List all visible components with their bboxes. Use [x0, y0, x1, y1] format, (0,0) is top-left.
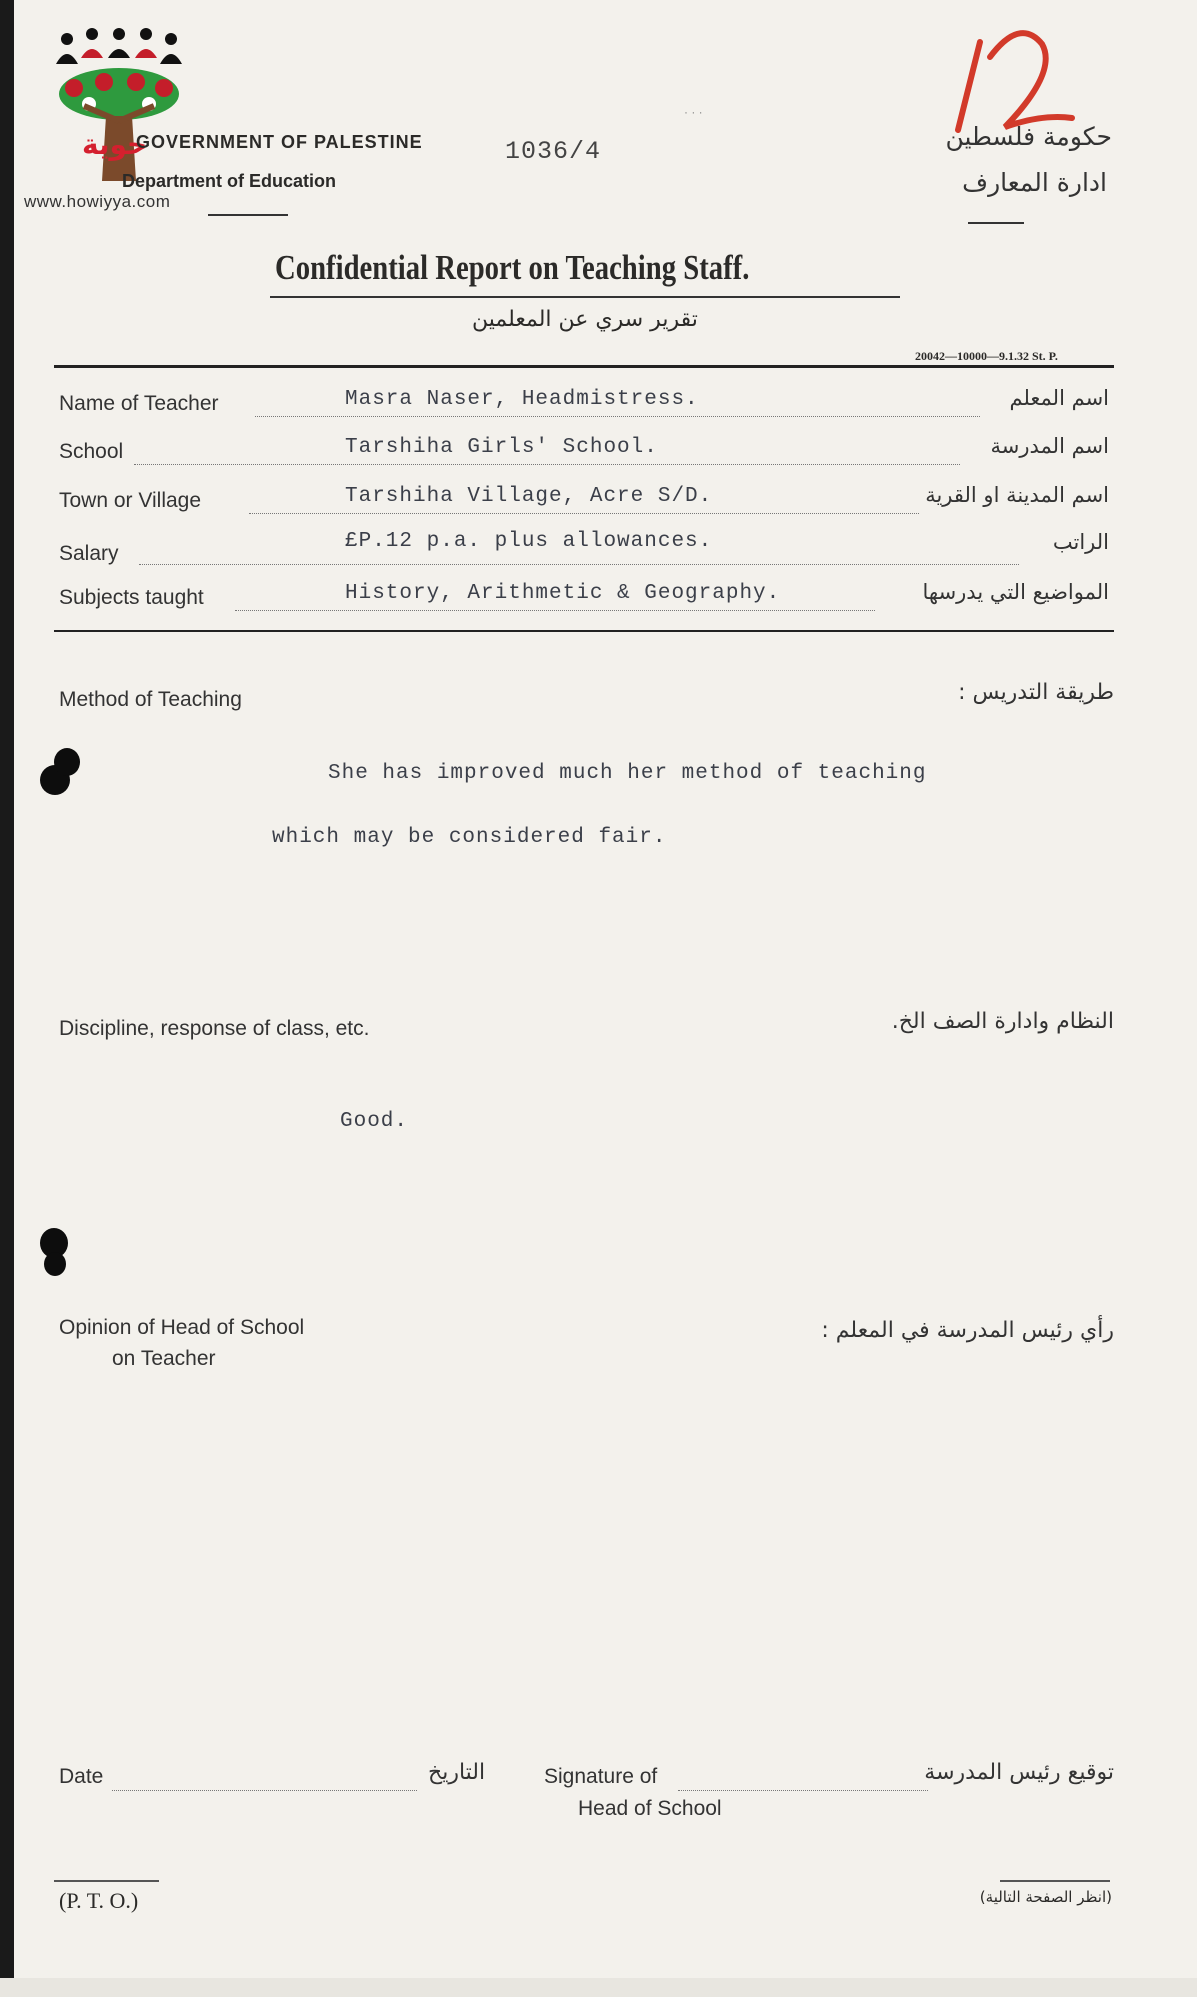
tree-icon — [59, 68, 179, 181]
field-label-ar: المواضيع التي يدرسها — [922, 580, 1109, 604]
pto-rule — [54, 1880, 159, 1882]
arabic-underline — [968, 222, 1024, 224]
date-line — [112, 1790, 417, 1791]
method-text-line-2: which may be considered fair. — [272, 826, 667, 849]
department-en: Department of Education — [122, 171, 337, 191]
method-label-ar: طريقة التدريس : — [958, 680, 1114, 705]
handwritten-number — [950, 22, 1080, 142]
government-en: GOVERNMENT OF PALESTINE — [136, 132, 423, 152]
government-ar: حكومة فلسطين — [945, 122, 1112, 151]
top-rule — [54, 365, 1114, 368]
field-label-ar: اسم المعلم — [1009, 386, 1109, 410]
pto-en: (P. T. O.) — [59, 1888, 139, 1913]
field-salary — [59, 530, 1109, 570]
signature-label-ar: توقيع رئيس المدرسة — [924, 1760, 1114, 1785]
opinion-label-ar: رأي رئيس المدرسة في المعلم : — [821, 1318, 1114, 1343]
speck: · · · — [684, 105, 703, 119]
title-underline — [270, 296, 900, 298]
field-town-or-village — [59, 483, 1109, 523]
opinion-label-2: on Teacher — [112, 1347, 216, 1370]
field-label: School — [59, 440, 124, 463]
field-label-ar: اسم المدينة او القرية — [925, 483, 1109, 507]
dotted-line — [255, 416, 980, 417]
field-value: History, Arithmetic & Geography. — [345, 582, 781, 605]
signature-line — [678, 1790, 928, 1791]
dotted-line — [134, 464, 960, 465]
opinion-label: Opinion of Head of School — [59, 1316, 305, 1339]
signature-label-2: Head of School — [578, 1797, 722, 1820]
field-value: Tarshiha Village, Acre S/D. — [345, 485, 713, 508]
discipline-label-ar: النظام وادارة الصف الخ. — [891, 1009, 1114, 1034]
method-text-line-1: She has improved much her method of teaching — [328, 762, 927, 785]
field-label: Town or Village — [59, 489, 202, 512]
method-label: Method of Teaching — [59, 688, 242, 711]
signature-label: Signature of — [544, 1765, 658, 1788]
field-school — [59, 434, 1109, 474]
scan-left-edge — [0, 0, 14, 1997]
field-label: Name of Teacher — [59, 392, 219, 415]
discipline-label: Discipline, response of class, etc. — [59, 1017, 370, 1040]
department-underline — [208, 214, 288, 216]
dotted-line — [235, 610, 875, 611]
field-subjects-taught — [59, 580, 1109, 620]
svg-text:حوية: حوية — [82, 128, 148, 161]
pto-ar: (انظر الصفحة التالية) — [979, 1888, 1112, 1906]
scan-bottom-band — [0, 1978, 1197, 1997]
field-name-of-teacher — [59, 386, 1109, 426]
print-code: 20042—10000—9.1.32 St. P. — [915, 349, 1058, 363]
fields-bottom-rule — [54, 630, 1114, 632]
reference-number: 1036/4 — [505, 137, 602, 166]
ink-blot — [44, 1252, 66, 1276]
field-label: Subjects taught — [59, 586, 204, 609]
people-icon — [56, 28, 182, 64]
department-ar: ادارة المعارف — [962, 168, 1107, 197]
ink-blot — [54, 748, 80, 776]
dotted-line — [139, 564, 1019, 565]
field-label: Salary — [59, 542, 119, 565]
discipline-value: Good. — [340, 1110, 409, 1133]
date-label-ar: التاريخ — [428, 1760, 486, 1785]
field-value: Tarshiha Girls' School. — [345, 436, 658, 459]
field-value: £P.12 p.a. plus allowances. — [345, 530, 713, 553]
report-title-ar: تقرير سري عن المعلمين — [472, 307, 698, 332]
field-label-ar: اسم المدرسة — [990, 434, 1109, 458]
dotted-line — [249, 513, 919, 514]
date-label: Date — [59, 1765, 104, 1788]
site-url: www.howiyya.com — [24, 192, 171, 211]
report-title: Confidential Report on Teaching Staff. — [275, 248, 750, 287]
field-value: Masra Naser, Headmistress. — [345, 388, 699, 411]
field-label-ar: الراتب — [1052, 530, 1109, 554]
pto-rule-ar — [1000, 1880, 1110, 1882]
